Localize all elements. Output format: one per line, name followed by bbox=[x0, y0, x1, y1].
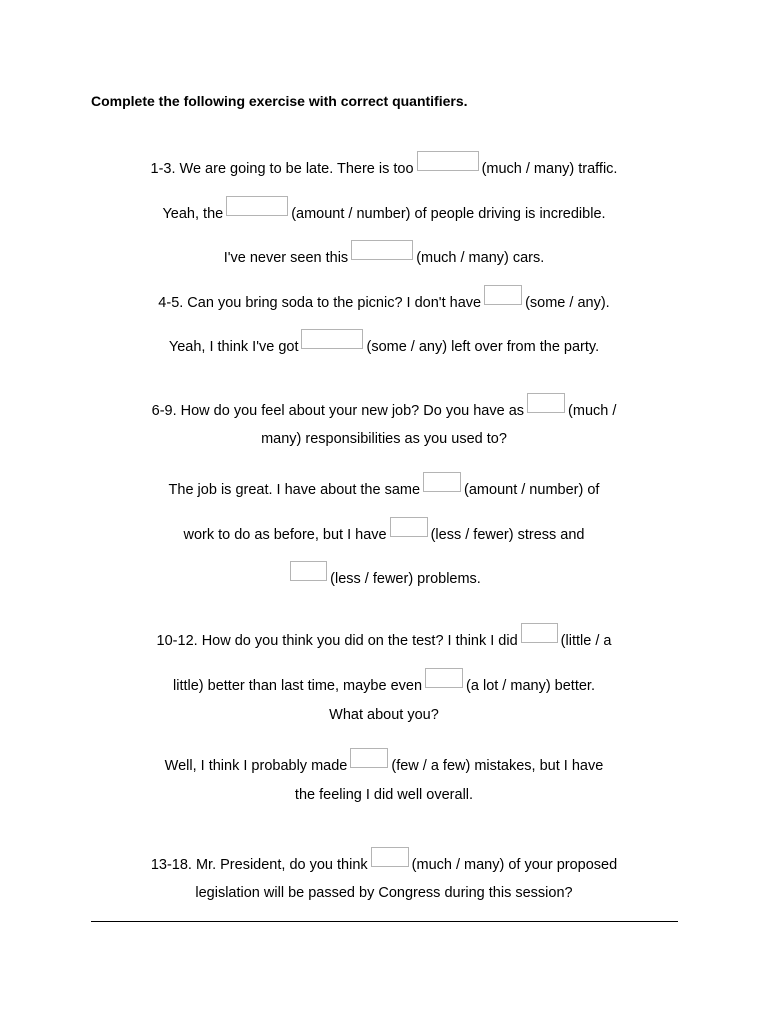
exercise-line bbox=[0, 704, 768, 726]
exercise-line bbox=[0, 847, 768, 876]
line-text: 4-5. Can you bring soda to the picnic? I don't have bbox=[158, 295, 482, 311]
exercise-line bbox=[0, 472, 768, 501]
line-text: (much / many) of your proposed bbox=[411, 857, 618, 873]
exercise-line bbox=[0, 196, 768, 225]
exercise-line bbox=[0, 784, 768, 806]
answer-blank-4[interactable] bbox=[484, 285, 522, 305]
line-text: 1-3. We are going to be late. There is too bbox=[150, 161, 414, 177]
exercise-title: Complete the following exercise with correct quantifiers. bbox=[91, 93, 468, 109]
answer-blank-2[interactable] bbox=[226, 196, 288, 216]
line-text: (amount / number) of bbox=[464, 482, 600, 498]
exercise-line bbox=[0, 151, 768, 180]
line-text: What about you? bbox=[329, 707, 439, 723]
exercise-line bbox=[0, 285, 768, 314]
answer-blank-7[interactable] bbox=[423, 472, 461, 492]
answer-blank-13[interactable] bbox=[371, 847, 409, 867]
line-text: work to do as before, but I have bbox=[183, 527, 387, 543]
line-text: (few / a few) mistakes, but I have bbox=[391, 758, 604, 774]
horizontal-rule bbox=[91, 921, 678, 922]
exercise-line bbox=[0, 393, 768, 422]
exercise-line bbox=[0, 561, 768, 590]
line-text: Yeah, the bbox=[162, 206, 224, 222]
line-text: Yeah, I think I've got bbox=[168, 339, 299, 355]
line-text: (much / many) cars. bbox=[416, 250, 545, 266]
exercise-line bbox=[0, 240, 768, 269]
exercise-line bbox=[0, 882, 768, 904]
answer-blank-11[interactable] bbox=[425, 668, 463, 688]
answer-blank-5[interactable] bbox=[301, 329, 363, 349]
exercise-line bbox=[0, 517, 768, 546]
exercise-line bbox=[0, 623, 768, 652]
line-text: (less / fewer) problems. bbox=[330, 571, 481, 587]
answer-blank-10[interactable] bbox=[521, 623, 558, 643]
line-text: 10-12. How do you think you did on the test? I think I did bbox=[156, 633, 518, 649]
line-text: (less / fewer) stress and bbox=[430, 527, 585, 543]
line-text: The job is great. I have about the same bbox=[168, 482, 421, 498]
line-text: I've never seen this bbox=[223, 250, 349, 266]
line-text: legislation will be passed by Congress during this session? bbox=[195, 885, 573, 901]
answer-blank-8[interactable] bbox=[390, 517, 428, 537]
line-text: many) responsibilities as you used to? bbox=[261, 431, 507, 447]
line-text: little) better than last time, maybe even bbox=[173, 678, 423, 694]
line-text: (much / many) traffic. bbox=[481, 161, 618, 177]
exercise-line bbox=[0, 668, 768, 697]
line-text: (amount / number) of people driving is incredible. bbox=[291, 206, 606, 222]
answer-blank-1[interactable] bbox=[417, 151, 479, 171]
line-text: (little / a bbox=[560, 633, 612, 649]
line-text: the feeling I did well overall. bbox=[294, 787, 474, 803]
exercise-line bbox=[0, 428, 768, 450]
answer-blank-12[interactable] bbox=[350, 748, 388, 768]
exercise-line bbox=[0, 748, 768, 777]
line-text: 13-18. Mr. President, do you think bbox=[150, 857, 368, 873]
line-text: (some / any). bbox=[525, 295, 610, 311]
line-text: (a lot / many) better. bbox=[466, 678, 595, 694]
line-text: 6-9. How do you feel about your new job? Do you have as bbox=[151, 403, 525, 419]
exercise-line bbox=[0, 329, 768, 358]
line-text: Well, I think I probably made bbox=[164, 758, 348, 774]
line-text: (much / bbox=[568, 403, 617, 419]
answer-blank-6[interactable] bbox=[527, 393, 565, 413]
line-text: (some / any) left over from the party. bbox=[366, 339, 600, 355]
answer-blank-9[interactable] bbox=[290, 561, 327, 581]
answer-blank-3[interactable] bbox=[351, 240, 413, 260]
